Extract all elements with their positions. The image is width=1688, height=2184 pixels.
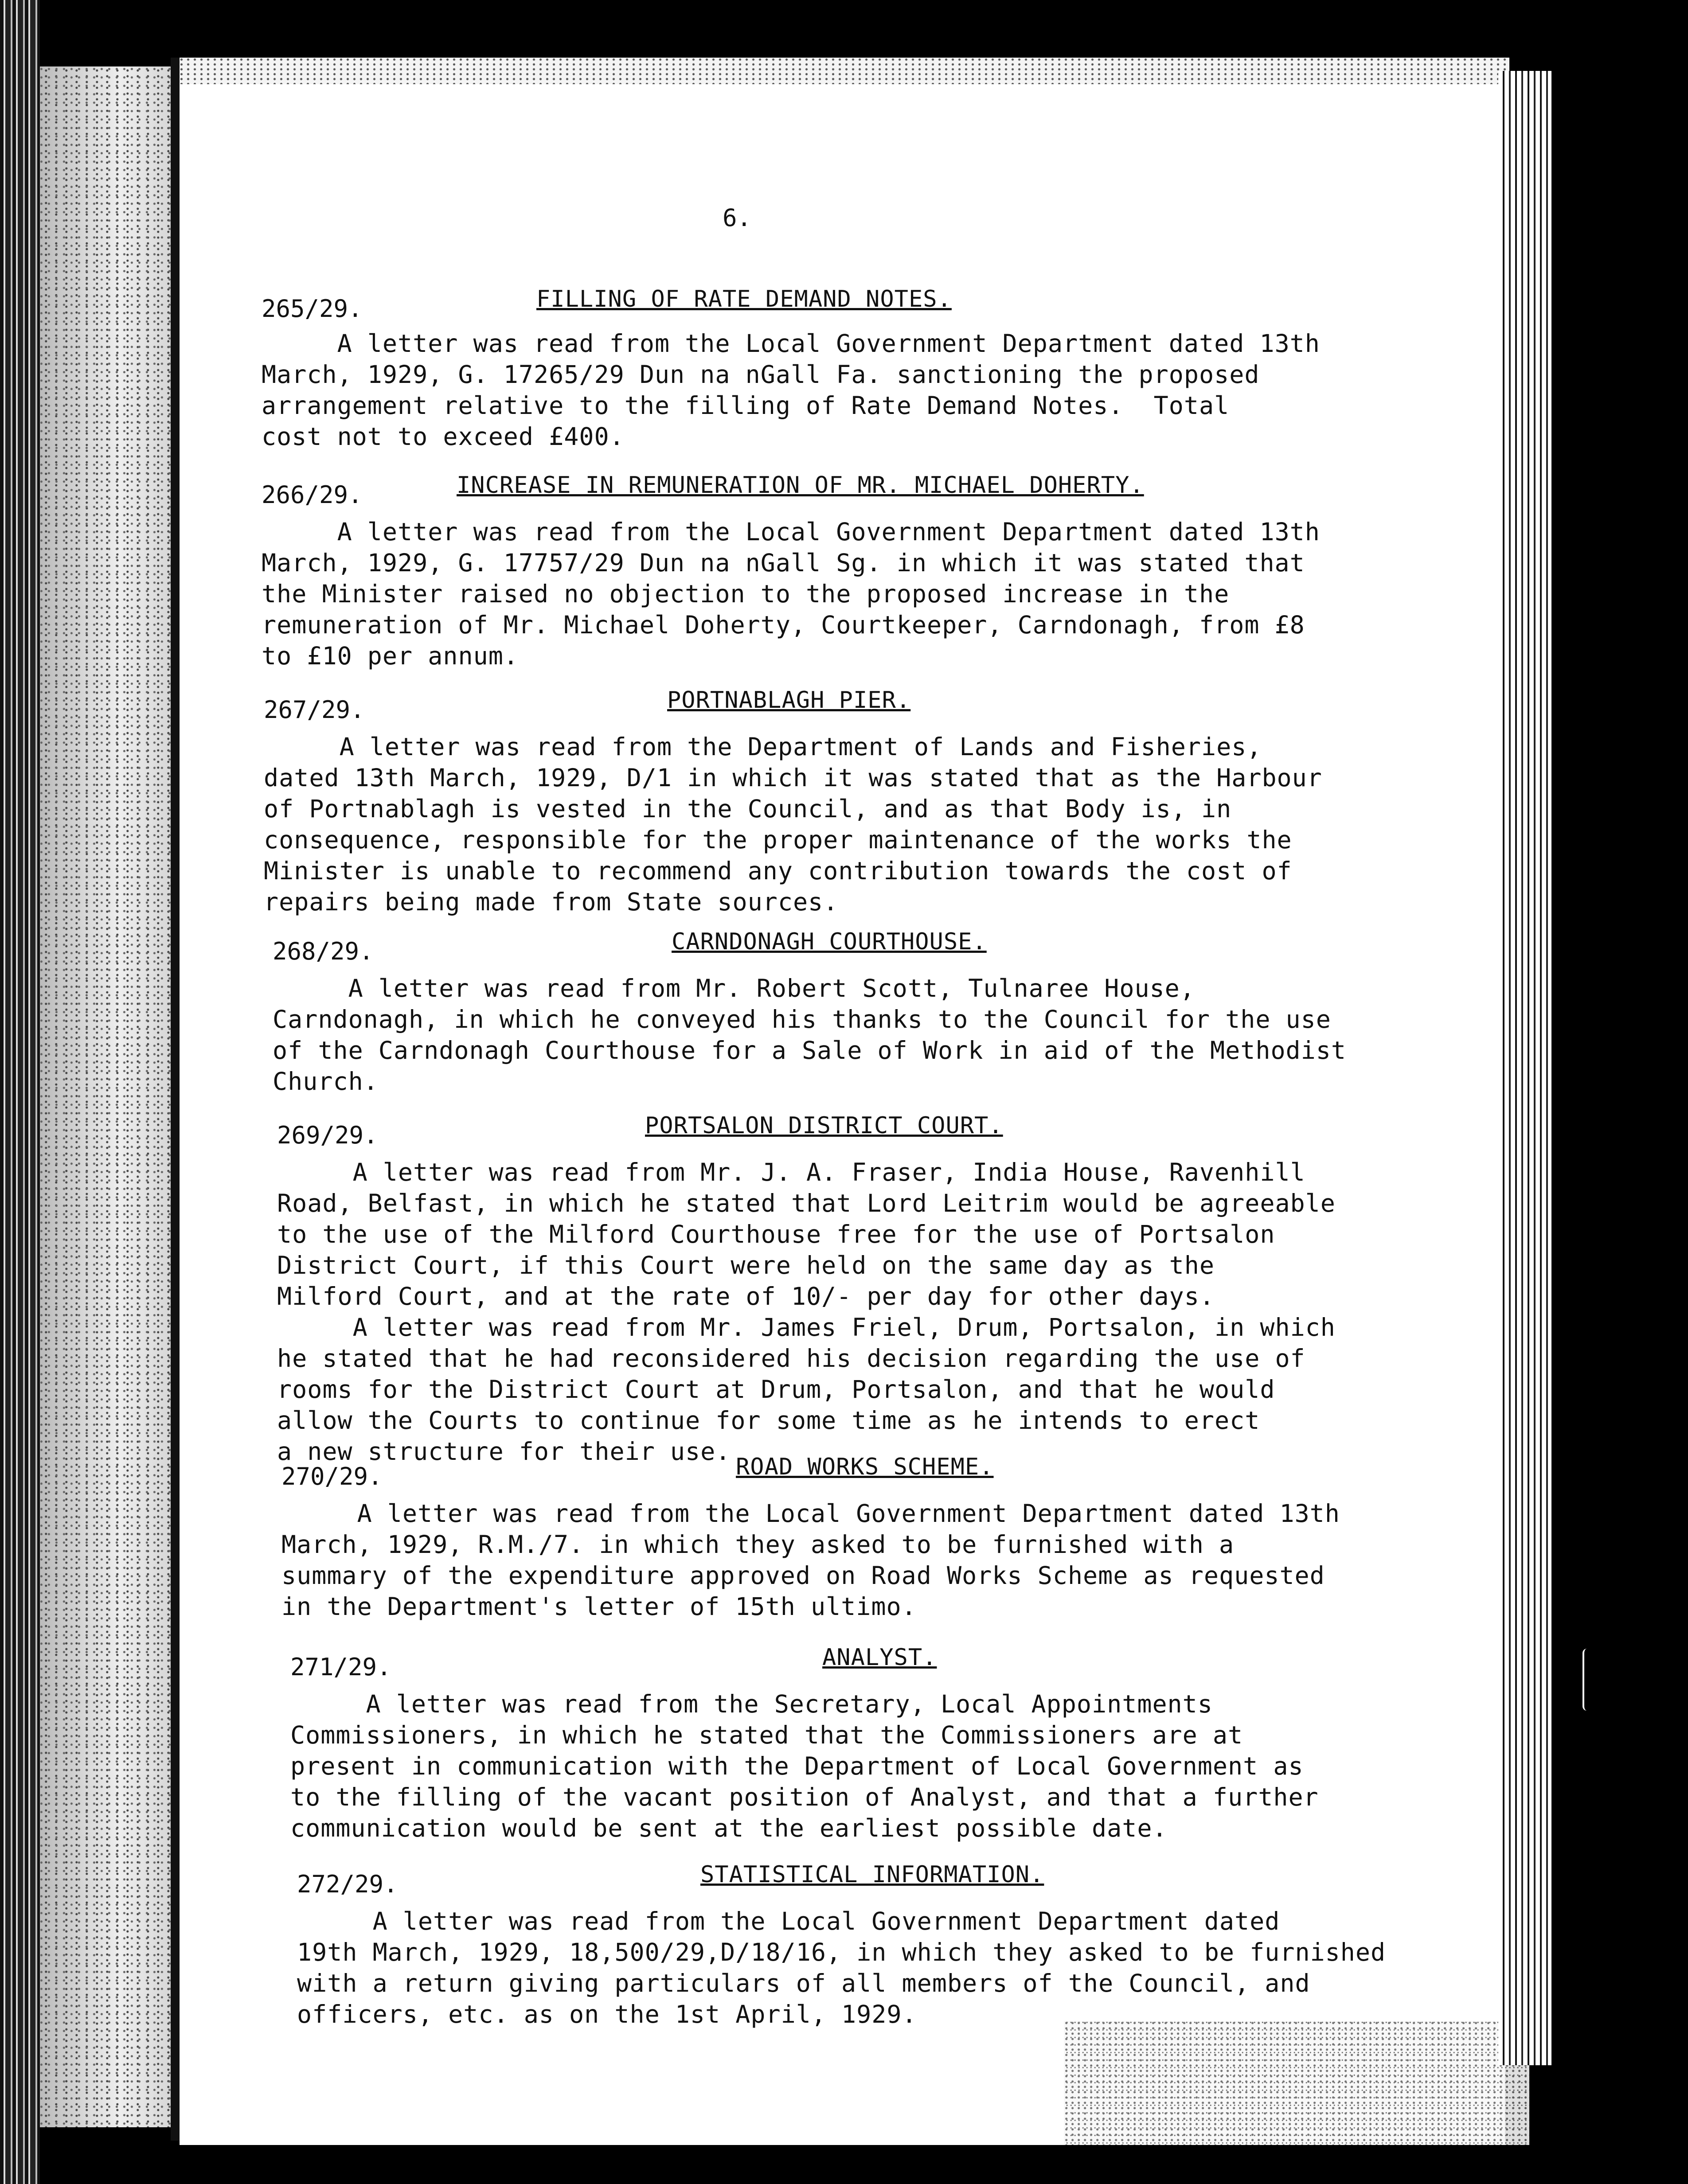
item-number: 267/29. <box>264 696 365 724</box>
item-paragraph: A letter was read from the Department of Lands and Fisheries, dated 13th March, 1929, D/1 in which it was stated that as the Harbour of Portnablagh is vested in the Council, and as that Body is, in consequence, responsible for the proper maintenance of the works the Minister is unable to recommend any contribution towards the cost of repairs being made from State sources. <box>264 733 1322 916</box>
item-number: 266/29. <box>262 481 363 509</box>
item-title: CARNDONAGH COURTHOUSE. <box>672 928 987 955</box>
item-paragraph: A letter was read from Mr. J. A. Fraser, India House, Ravenhill Road, Belfast, in which he stated that Lord Leitrim would be agreeable to the use of the Milford Courthouse free for the use of Portsalon District Court, if this Court were held on the same day as the Milford Court, and at the rate of 10/- per day for other days. <box>277 1158 1336 1310</box>
item-title: ANALYST. <box>822 1644 937 1671</box>
item-number: 268/29. <box>273 937 374 965</box>
item-title: INCREASE IN REMUNERATION OF MR. MICHAEL DOHERTY. <box>457 472 1144 499</box>
item-number: 271/29. <box>290 1653 391 1681</box>
item-title: STATISTICAL INFORMATION. <box>700 1861 1044 1888</box>
item-title: PORTNABLAGH PIER. <box>667 687 911 714</box>
item-paragraph: A letter was read from the Secretary, Local Appointments Commissioners, in which he stated that the Commissioners are at present in communication with the Department of Local Government as to the filling of the vacant position of Analyst, and that a further communication would be sent at the earliest possible date. <box>290 1690 1319 1842</box>
item-paragraph: A letter was read from the Local Government Department dated 13th March, 1929, R.M./7. in which they asked to be furnished with a summary of the expenditure approved on Road Works Scheme as requested in the Department's letter of 15th ultimo. <box>281 1499 1340 1621</box>
item-paragraph: A letter was read from the Local Government Department dated 13th March, 1929, G. 17265/29 Dun na nGall Fa. sanctioning the proposed arrangement relative to the filling of Rate Demand Notes. Total cost not to exceed £400. <box>262 329 1320 451</box>
item-paragraph: A letter was read from Mr. James Friel, Drum, Portsalon, in which he stated that he had reconsidered his decision regarding the use of rooms for the District Court at Drum, Portsalon, and that he would allow the Courts to continue for some time as he intends to erect a new structure for their use. <box>277 1313 1336 1466</box>
item-paragraph: A letter was read from the Local Government Department dated 19th March, 1929, 18,500/29,D/18/16, in which they asked to be furnished with a return giving particulars of all members of the Council, and officers, etc. as on the 1st April, 1929. <box>297 1907 1386 2028</box>
item-number: 269/29. <box>277 1121 378 1149</box>
item-paragraph: A letter was read from Mr. Robert Scott, Tulnaree House, Carndonagh, in which he conveyed his thanks to the Council for the use of the Carndonagh Courthouse for a Sale of Work in aid of the Methodist Church. <box>273 974 1347 1096</box>
page-number: 6. <box>723 204 752 232</box>
item-number: 265/29. <box>262 295 363 323</box>
item-title: PORTSALON DISTRICT COURT. <box>645 1112 1003 1139</box>
item-title: ROAD WORKS SCHEME. <box>736 1454 994 1480</box>
item-title: FILLING OF RATE DEMAND NOTES. <box>536 286 952 312</box>
item-number: 272/29. <box>297 1870 398 1898</box>
item-number: 270/29. <box>281 1462 383 1490</box>
item-paragraph: A letter was read from the Local Government Department dated 13th March, 1929, G. 17757/29 Dun na nGall Sg. in which it was stated that the Minister raised no objection to the proposed increase in the remuneration of Mr. Michael Doherty, Courtkeeper, Carndonagh, from £8 to £10 per annum. <box>262 518 1320 670</box>
